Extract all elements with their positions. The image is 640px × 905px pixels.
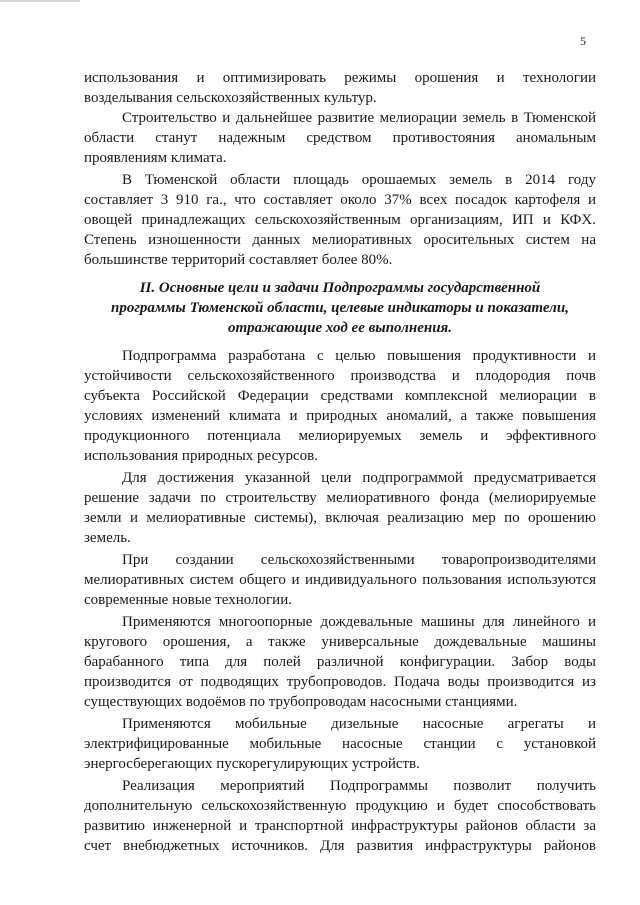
paragraph-line: возделывания сельскохозяйственных культур. [84,90,377,106]
paragraph-line: При создании сельскохозяйственными товаропроизводителями [122,552,596,568]
paragraph-line: условиях изменений климата и природных аномалий, а также повышения [84,408,596,424]
paragraph-line: электрифицированные мобильные насосные станции с установкой [84,736,596,752]
paragraph-line: кругового орошения, а также универсальные дождевальные машины [84,634,596,650]
paragraph-line: овощей принадлежащих сельскохозяйственным организациям, ИП и КФХ. [84,212,596,228]
paragraph-line: проявлениям климата. [84,150,227,166]
paragraph-line: дополнительную сельскохозяйственную продукцию и будет способствовать [84,798,596,814]
heading-line: II. Основные цели и задачи Подпрограммы государственной [139,280,541,296]
paragraph-line: решение задачи по строительству мелиоративного фонда (мелиорируемые [84,490,596,506]
paragraph-line: Применяются многоопорные дождевальные машины для линейного и [122,614,596,630]
paragraph-line: использования природных ресурсов. [84,448,319,464]
page-number: 5 [580,34,586,48]
paragraph-line: земли и мелиоративные системы), включая реализацию мер по орошению [84,510,596,526]
paragraph-line: барабанного типа для полей различной конфигурации. Забор воды [84,654,596,670]
paragraph-line: Для достижения указанной цели подпрограммой предусматривается [122,470,596,486]
heading-line: отражающие ход ее выполнения. [227,320,453,336]
paragraph-line: субъекта Российской Федерации средствами комплексной мелиорации в [84,388,596,404]
paragraph-line: Строительство и дальнейшее развитие мелиорации земель в Тюменской [122,110,596,126]
paragraph-line: Степень изношенности данных мелиоративных оросительных систем на [84,232,596,248]
paragraph-line: мелиоративных систем общего и индивидуального пользования используются [84,572,596,588]
paragraph-line: использования и оптимизировать режимы орошения и технологии [84,70,596,86]
paragraph-line: большинстве территорий составляет более 80%. [84,252,393,268]
paragraph-line: энергосберегающих пускорегулирующих устройств. [84,756,420,772]
paragraph-line: Подпрограмма разработана с целью повышения продуктивности и [122,348,596,364]
heading-line: программы Тюменской области, целевые индикаторы и показатели, [111,300,569,316]
paragraph-line: Реализация мероприятий Подпрограммы позволит получить [122,778,596,794]
paragraph-line: В Тюменской области площадь орошаемых земель в 2014 году [122,172,596,188]
scan-edge-mark [0,0,80,2]
paragraph-line: производится от подводящих трубопроводов. Подача воды производится из [84,674,596,690]
paragraph-line: составляет 3 910 га., что составляет около 37% всех посадок картофеля и [84,192,596,208]
paragraph-line: земель. [84,530,131,546]
paragraph-line: существующих водоёмов по трубопроводам насосными станциями. [84,694,518,710]
paragraph-line: счет внебюджетных источников. Для развития инфраструктуры районов [84,838,596,854]
paragraph-line: современные новые технологии. [84,592,292,608]
paragraph-line: Применяются мобильные дизельные насосные агрегаты и [122,716,596,732]
paragraph-line: области станут надежным средством противостояния аномальным [84,130,596,146]
paragraph-line: устойчивости сельскохозяйственного производства и плодородия почв [84,368,596,384]
paragraph-line: развитию инженерной и транспортной инфраструктуры районов области за [84,818,596,834]
paragraph-line: продукционного потенциала мелиорируемых земель и эффективного [84,428,596,444]
